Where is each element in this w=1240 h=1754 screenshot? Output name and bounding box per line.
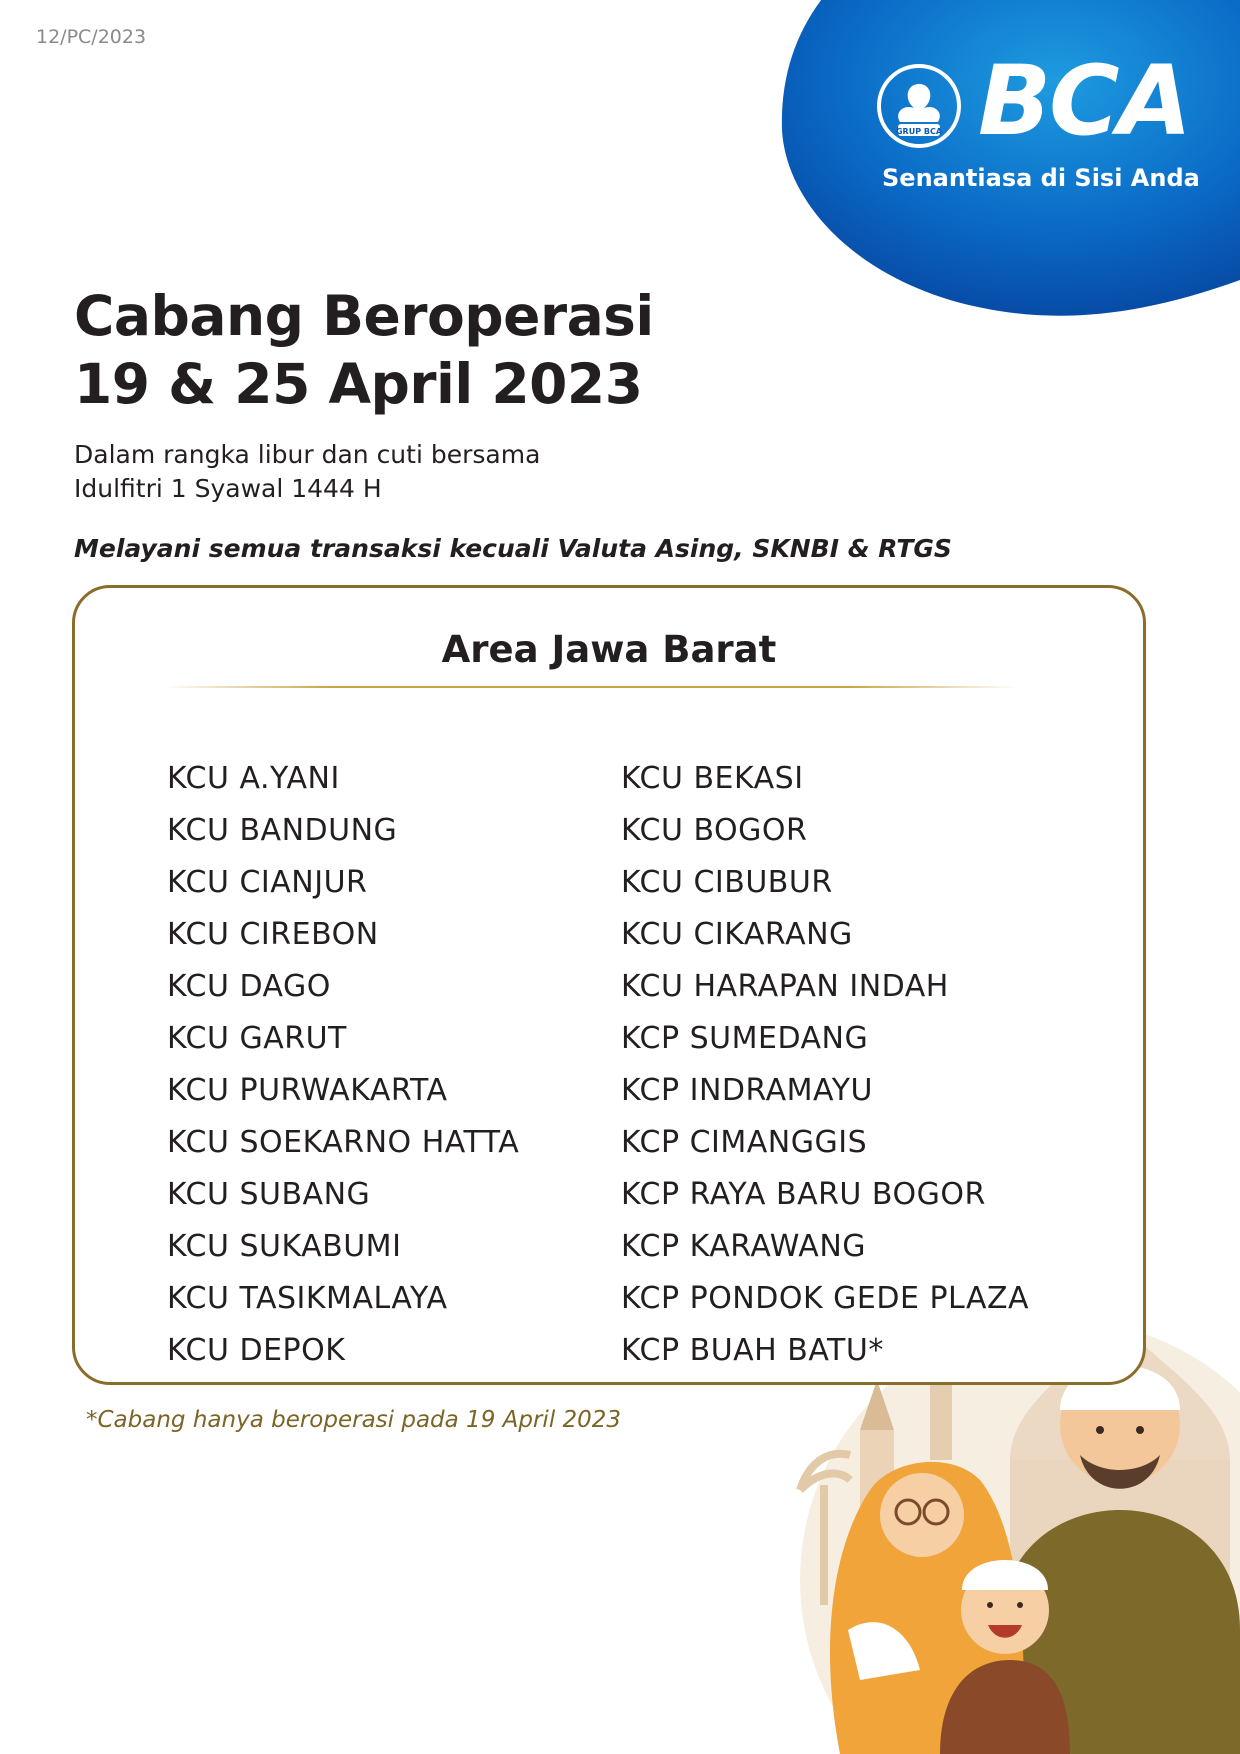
bca-emblem-icon xyxy=(874,64,964,154)
branch-item: KCU HARAPAN INDAH xyxy=(621,969,949,1004)
branch-item: KCU CIBUBUR xyxy=(621,865,833,900)
service-note: Melayani semua transaksi kecuali Valuta Asing, SKNBI & RTGS xyxy=(74,534,952,563)
area-panel xyxy=(72,585,1146,1385)
branch-item: KCU BOGOR xyxy=(621,813,808,848)
branch-list-right xyxy=(621,753,1029,1377)
branch-item: KCP PONDOK GEDE PLAZA xyxy=(621,1281,1030,1316)
branch-item: KCU CIREBON xyxy=(167,917,379,952)
subtitle-line-2: Idulfitri 1 Syawal 1444 H xyxy=(74,474,382,503)
title-line-2: 19 & 25 April 2023 xyxy=(74,352,643,416)
branch-item: KCU GARUT xyxy=(167,1021,347,1056)
footnote: *Cabang hanya beroperasi pada 19 April 2023 xyxy=(86,1407,622,1433)
branch-item: KCP BUAH BATU* xyxy=(621,1333,884,1368)
branch-list-left xyxy=(167,753,519,1377)
branch-item: KCU DEPOK xyxy=(167,1333,346,1368)
branch-item: KCU SOEKARNO HATTA xyxy=(167,1125,520,1160)
branch-item: KCP CIMANGGIS xyxy=(621,1125,868,1160)
branch-item: KCU CIANJUR xyxy=(167,865,368,900)
area-title: Area Jawa Barat xyxy=(441,628,777,671)
subtitle-line-1: Dalam rangka libur dan cuti bersama xyxy=(74,440,541,469)
branch-item: KCU BANDUNG xyxy=(167,813,398,848)
bca-logo xyxy=(874,45,1200,200)
branch-item: KCU PURWAKARTA xyxy=(167,1073,448,1108)
page-title xyxy=(74,282,654,418)
subtitle xyxy=(74,438,540,506)
bca-wordmark: BCA xyxy=(978,45,1190,157)
area-divider xyxy=(163,686,1018,688)
brand-tagline: Senantiasa di Sisi Anda xyxy=(882,164,1200,192)
document-code: 12/PC/2023 xyxy=(36,26,147,48)
branch-item: KCP RAYA BARU BOGOR xyxy=(621,1177,986,1212)
branch-item: KCU SUBANG xyxy=(167,1177,371,1212)
branch-item: KCU CIKARANG xyxy=(621,917,853,952)
branch-item: KCP KARAWANG xyxy=(621,1229,867,1264)
branch-item: KCU SUKABUMI xyxy=(167,1229,402,1264)
title-line-1: Cabang Beroperasi xyxy=(74,284,654,348)
branch-item: KCP INDRAMAYU xyxy=(621,1073,874,1108)
branch-item: KCU BEKASI xyxy=(621,761,804,796)
emblem-label: GRUP BCA xyxy=(895,127,943,136)
branch-item: KCU A.YANI xyxy=(167,761,340,796)
branch-item: KCU DAGO xyxy=(167,969,331,1004)
branch-item: KCU TASIKMALAYA xyxy=(167,1281,448,1316)
branch-item: KCP SUMEDANG xyxy=(621,1021,869,1056)
